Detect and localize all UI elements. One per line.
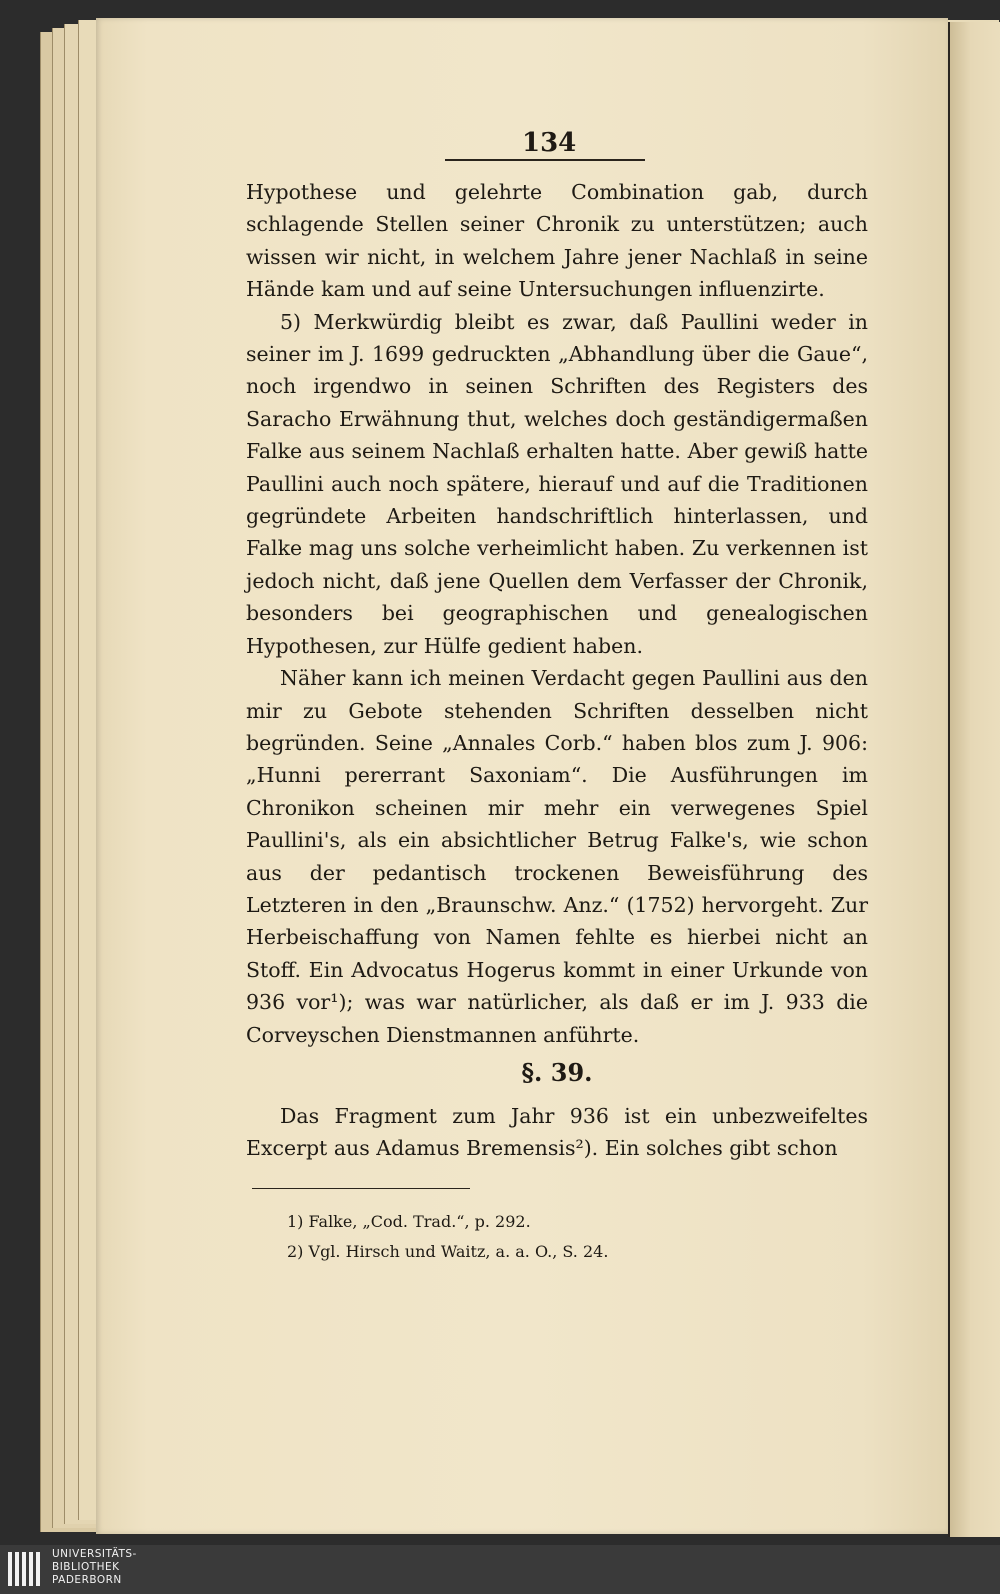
library-logo-text — [52, 1548, 137, 1587]
section-text — [246, 1100, 868, 1165]
paragraph: 5) Merkwürdig bleibt es zwar, daß Paullini weder in seiner im J. 1699 gedruckten „Abhandlung über die Gaue“, noch irgendwo in seinen Schriften des Registers des Saracho Erwähnung thut, welches doch geständigermaßen Falke aus seinem Nachlaß erhalten hatte. Aber gewiß hatte Paullini auch noch spätere, hierauf und auf die Traditionen gegründete Arbeiten handschriftlich hinterlassen, und Falke mag uns solche verheimlicht haben. Zu verkennen ist jedoch nicht, daß jene Quellen dem Verfasser der Chronik, besonders bei geographischen und genealogischen Hypothesen, zur Hülfe gedient haben. — [246, 309, 868, 658]
paragraph: Das Fragment zum Jahr 936 ist ein unbezweifeltes Excerpt aus Adamus Bremensis²). Ein solches gibt schon — [246, 1104, 868, 1161]
footnote-rule — [252, 1188, 470, 1189]
body-text — [246, 176, 868, 1051]
logo-line: UNIVERSITÄTS- — [52, 1548, 137, 1560]
library-footer-bar — [0, 1545, 1000, 1594]
section-heading: §. 39. — [521, 1058, 593, 1087]
logo-line: BIBLIOTHEK — [52, 1561, 120, 1573]
facing-page-edge — [948, 22, 1000, 1537]
paragraph: Hypothese und gelehrte Combination gab, durch schlagende Stellen seiner Chronik zu unterstützen; auch wissen wir nicht, in welchem Jahre jener Nachlaß in seine Hände kam und auf seine Untersuchungen influenzirte. — [246, 180, 868, 302]
footnotes — [287, 1207, 847, 1267]
footnote: 2) Vgl. Hirsch und Waitz, a. a. O., S. 24. — [287, 1242, 609, 1261]
paragraph: Näher kann ich meinen Verdacht gegen Paullini aus den mir zu Gebote stehenden Schriften desselben nicht begründen. Seine „Annales Corb.“ haben blos zum J. 906: „Hunni pererrant Saxoniam“. Die Ausführungen im Chronikon scheinen mir mehr ein verwegenes Spiel Paullini's, als ein absichtlicher Betrug Falke's, wie schon aus der pedantisch trockenen Beweisführung des Letzteren in den „Braunschw. Anz.“ (1752) hervorgeht. Zur Herbeischaffung von Namen fehlte es hierbei nicht an Stoff. Ein Advocatus Hogerus kommt in einer Urkunde von 936 vor¹); was war natürlicher, als daß er im J. 933 die Corveyschen Dienstmannen anführte. — [246, 666, 868, 1047]
header-rule — [445, 159, 645, 161]
footnote: 1) Falke, „Cod. Trad.“, p. 292. — [287, 1212, 531, 1231]
library-logo-icon — [6, 1548, 46, 1590]
logo-line: PADERBORN — [52, 1574, 122, 1586]
page-number: 134 — [522, 128, 577, 158]
